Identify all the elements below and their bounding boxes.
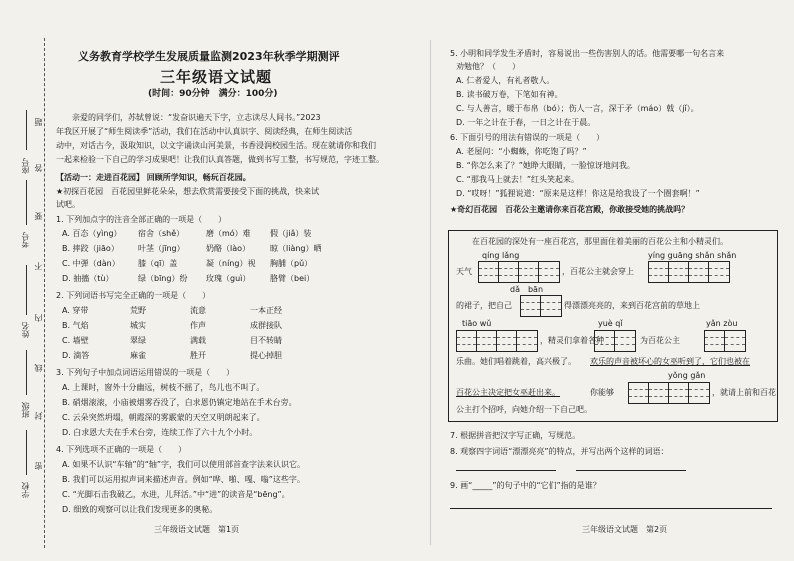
q1-option: 奶酪（lào） (206, 244, 251, 253)
seal-word: 线 (34, 364, 43, 372)
answer-line[interactable] (456, 470, 556, 471)
q1-option: B. 摔跤（jiāo） (62, 244, 119, 253)
q2-option: 一本正经 (250, 306, 282, 315)
seal-word: 题 (34, 118, 43, 126)
pinyin-label: qíng lǎng (482, 251, 520, 260)
writing-grid[interactable] (704, 330, 746, 352)
q6-option: D. “哎呀！”狐狸说道：“原来是这样！你这是给我设了一个圈套啊！” (456, 189, 700, 198)
pinyin-label: dǎ bān (510, 285, 544, 294)
q1-option: 绿（bīng）纷 (138, 274, 188, 283)
q2-option: 翠绿 (130, 336, 146, 345)
writing-grid[interactable] (478, 261, 560, 283)
story-text: ，就请上前和百花 (712, 388, 776, 397)
seal-word: 要 (34, 212, 43, 220)
question-5-cont: 劝勉他？（ ） (456, 62, 520, 71)
q3-option: D. 白求恩大夫在手术台旁，连续工作了六十九个小时。 (62, 428, 258, 437)
activity-note: ★初探百花园 百花园里鲜花朵朵，想去欣赏需要接受下面的挑战，快来试 (56, 187, 320, 196)
class-line (26, 350, 27, 395)
activity-note: 试吧。 (56, 200, 80, 209)
q5-option: B. 读书破万卷，下笔如有神。 (456, 90, 563, 99)
story-text: 公主打个招呼，向她介绍一下自己吧。 (456, 405, 592, 414)
q1-option: D. 抽搐（tù） (62, 274, 114, 283)
q1-option: 凝（níng）视 (206, 259, 256, 268)
question-9: 9. 画“_____”的句子中的“它们”指的是谁？ (450, 481, 601, 490)
q2-option: A. 穿带 (62, 306, 89, 315)
q2-option: 城实 (130, 321, 146, 330)
q2-option: D. 滴答 (62, 351, 90, 360)
story-text: 为百花公主 (640, 336, 680, 345)
school-label: 学校 (21, 482, 30, 498)
seal-word: 封 (34, 412, 43, 420)
question-6: 6. 下面引号的用法有错误的一项是（ ） (450, 133, 605, 142)
story-text: 你能够 (590, 388, 614, 397)
q2-option: 麻雀 (130, 351, 146, 360)
q2-option: 胜开 (190, 351, 206, 360)
q2-option: B. 气焰 (62, 321, 89, 330)
q1-option: A. 百态（yìng） (62, 229, 122, 238)
answer-line[interactable] (450, 508, 772, 509)
pinyin-label: yíng guāng shǎn shǎn (648, 251, 737, 260)
q3-option: B. 硝烟滚滚，小庙被烟雾吞没了，白求恩仍镇定地站在手术台旁。 (62, 398, 297, 407)
story-underlined: 欢乐的声音被坏心的女巫听到了，它们也被在 (590, 357, 750, 366)
pinyin-label: yuè qǐ (598, 319, 623, 328)
intro-line: 年我区开展了“师生阅读季”活动，我们在活动中认真识字、阅读经典，在师生阅读活 (56, 127, 353, 136)
q2-option: 提心掉胆 (250, 351, 282, 360)
q2-option: 作声 (190, 321, 206, 330)
story-text: ，百花公主就会穿上 (562, 267, 634, 276)
q1-option: 宿舍（shě） (138, 229, 185, 238)
q1-option: 磨（mó）难 (206, 229, 251, 238)
intro-line: 一起来检验一下自己的学习成果吧！让我们认真答题，做到书写工整，书写规范，字迹工整。 (56, 155, 384, 164)
story-intro: ★奇幻百花园 百花公主邀请你来百花宫殿，你敢接受她的挑战吗？ (450, 205, 690, 214)
q3-option: C. 云朵突然坍塌，朝霞深的雾霰蒙的天空又明朗起来了。 (62, 413, 265, 422)
q2-option: 满载 (190, 336, 206, 345)
question-2: 2. 下列词语书写完全正确的一项是（ ） (56, 291, 211, 300)
pinyin-label: tiāo wǔ (462, 319, 492, 328)
school-line (26, 430, 27, 475)
question-4: 4. 下列选项不正确的一项是（ ） (56, 445, 187, 454)
name-line (26, 265, 27, 315)
activity-heading: 【活动一：走进百花园】 回顾所学知识，畅玩百花园。 (56, 173, 251, 182)
class-label: 班级 (21, 402, 30, 418)
writing-grid[interactable] (628, 382, 710, 404)
q2-option: 荒野 (130, 306, 146, 315)
writing-grid[interactable] (594, 330, 636, 352)
q5-option: A. 仁者爱人，有礼者敬人。 (456, 76, 555, 85)
seal-word: 内 (34, 314, 43, 322)
seal-word: 答 (34, 164, 43, 172)
intro-line: 动中，对话古今，汲取知识，以文字诵读山河美景，书香浸润校园生活。现在就请你和我们 (56, 141, 376, 150)
pinyin-label: yǎn zòu (706, 319, 738, 328)
writing-grid[interactable] (520, 295, 562, 317)
intro-line: 亲爱的同学们，苏轼曾说：“发奋识遍天下字，立志读尽人间书。”2023 (56, 113, 321, 122)
question-8: 8. 观察四字词语“漂漂亮亮”的特点，并写出两个这样的词语： (450, 447, 669, 456)
q2-option: 目不转睛 (250, 336, 282, 345)
writing-grid[interactable] (456, 330, 538, 352)
q4-option: C. “光脚石击我破乙，水进，儿拜活。”中“进”的读音是“bēng”。 (62, 490, 290, 499)
exam-header: 义务教育学校学生发展质量监测2023年秋季学期测评 (78, 50, 340, 63)
q4-option: B. 我们可以运用拟声词来描述声音。例如“哗、啪、嘎、嗡”这些字。 (62, 475, 305, 484)
q1-option: 叶茎（jīng） (138, 244, 185, 253)
q1-option: 晾（liàng）晒 (270, 244, 322, 253)
question-1: 1. 下列加点字的注音全部正确的一项是（ ） (56, 215, 227, 224)
q4-option: D. 细致的观察可以让我们发现更多的奥秘。 (62, 505, 218, 514)
seal-word: 不 (34, 262, 43, 270)
page-footer-1: 三年级语文试题 第1页 (154, 525, 240, 534)
q3-option: A. 上课时，窗外十分幽远，树枝不摇了，鸟儿也不叫了。 (62, 383, 265, 392)
q2-option: C. 墙壁 (62, 336, 89, 345)
q5-option: C. 与人善言，暖于布帛（bó）；伤人一言，深于矛（máo）戟（jǐ）。 (456, 104, 699, 113)
q2-option: 成群接队 (250, 321, 282, 330)
seal-word: 密 (34, 462, 43, 470)
q2-option: 流意 (190, 306, 206, 315)
story-text: 乐曲。她们唱着跳着，高兴极了。 (456, 357, 576, 366)
pinyin-label: yǒng gǎn (668, 371, 706, 380)
story-line: 在百花园的深处有一座百花宫，那里面住着美丽的百花公主和小精灵们。 (456, 237, 728, 246)
q1-option: 假（jiǎ）装 (270, 229, 312, 238)
q6-option: A. 老屋问：“小蜘蛛，你吃饱了吗？” (456, 147, 587, 156)
question-7: 7. 根据拼音把汉字写正确，写规范。 (450, 431, 581, 440)
q1-option: 膝（qī）盖 (138, 259, 178, 268)
q1-option: C. 中弹（dàn） (62, 259, 120, 268)
story-text: 得漂漂亮亮的，来到百花宫前的草地上 (564, 301, 700, 310)
exam-title: 三年级语文试题 (160, 68, 273, 86)
seat-line (26, 110, 27, 150)
story-text: 天气 (456, 267, 472, 276)
writing-grid[interactable] (648, 261, 730, 283)
page-divider (430, 40, 431, 545)
story-text: ，精灵们拿着各种 (540, 336, 604, 345)
q5-option: D. 一年之计在于春，一日之计在于晨。 (456, 118, 596, 127)
exam-number-label: 考号 (21, 232, 30, 248)
exam-time: (时间：90分钟 满分：100分) (148, 89, 278, 99)
question-5: 5. 小明和同学发生矛盾时，容易说出一些伤害别人的话。他需要哪一句名言来 (450, 49, 725, 58)
q4-option: A. 如果不认识“车轴”的“轴”字，我们可以使用部首查字法来认识它。 (62, 460, 305, 469)
q1-option: 玫瑰（guì） (206, 274, 251, 283)
q6-option: C. “那我马上就去！”红头笑起来。 (456, 175, 579, 184)
name-label: 姓名 (21, 322, 30, 338)
q1-option: 胸脯（pǔ） (270, 259, 313, 268)
story-underlined: 百花公主决定把女巫赶出来。 (456, 388, 560, 397)
story-text: 的裙子，把自己 (456, 301, 512, 310)
page-footer-2: 三年级语文试题 第2页 (582, 525, 668, 534)
binding-dashed-line (44, 38, 45, 548)
question-3: 3. 下列句子中加点词语运用错误的一项是（ ） (56, 368, 235, 377)
answer-line[interactable] (576, 470, 686, 471)
seat-label: 座号 (21, 158, 30, 174)
exam-number-line (26, 180, 27, 225)
q1-option: 胳臂（bei） (270, 274, 315, 283)
q6-option: B. “你怎么来了？”她睁大眼睛，一脸惊讶地问我。 (456, 161, 635, 170)
